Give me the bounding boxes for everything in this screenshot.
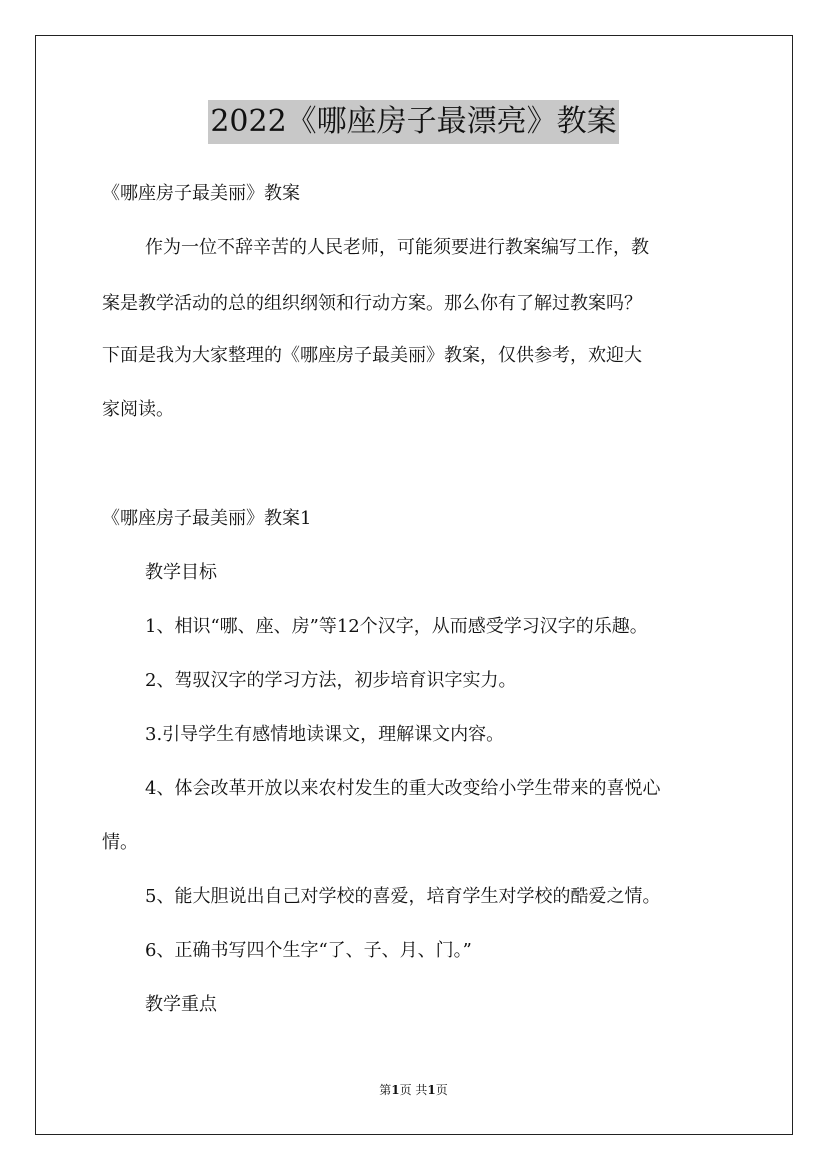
page-footer	[0, 1082, 827, 1098]
intro-line-4: 家阅读。	[102, 399, 174, 420]
document-title: 2022《哪座房子最漂亮》教案	[208, 100, 618, 144]
goal-line-5: 5、能大胆说出自己对学校的喜爱，培育学生对学校的酷爱之情。	[145, 886, 661, 907]
goal-line-4-continued: 情。	[102, 832, 138, 853]
intro-line-2: 案是教学活动的总的组织纲领和行动方案。那么你有了解过教案吗？	[102, 293, 642, 314]
goal-line-2: 2、驾驭汉字的学习方法，初步培育识字实力。	[145, 670, 517, 691]
current-page-number: 1	[391, 1083, 400, 1097]
intro-line-3: 下面是我为大家整理的《哪座房子最美丽》教案，仅供参考，欢迎大	[102, 345, 642, 366]
intro-line-1: 作为一位不辞辛苦的人民老师，可能须要进行教案编写工作，教	[145, 237, 649, 258]
focus-heading: 教学重点	[145, 994, 217, 1015]
goal-line-3: 3.引导学生有感情地读课文，理解课文内容。	[145, 724, 505, 745]
goal-line-4: 4、体会改革开放以来农村发生的重大改变给小学生带来的喜悦心	[145, 778, 661, 799]
page-mid: 页 共	[399, 1083, 428, 1097]
title-container	[0, 100, 827, 144]
total-page-number: 1	[427, 1083, 436, 1097]
goal-line-1: 1、相识“哪、座、房”等12个汉字，从而感受学习汉字的乐趣。	[145, 616, 648, 637]
goals-heading: 教学目标	[145, 562, 217, 583]
goal-line-6: 6、正确书写四个生字“了、子、月、门。”	[145, 940, 472, 961]
page-prefix: 第	[379, 1083, 392, 1097]
subtitle: 《哪座房子最美丽》教案	[102, 183, 300, 204]
section-heading: 《哪座房子最美丽》教案1	[102, 508, 312, 529]
page-suffix: 页	[435, 1083, 448, 1097]
